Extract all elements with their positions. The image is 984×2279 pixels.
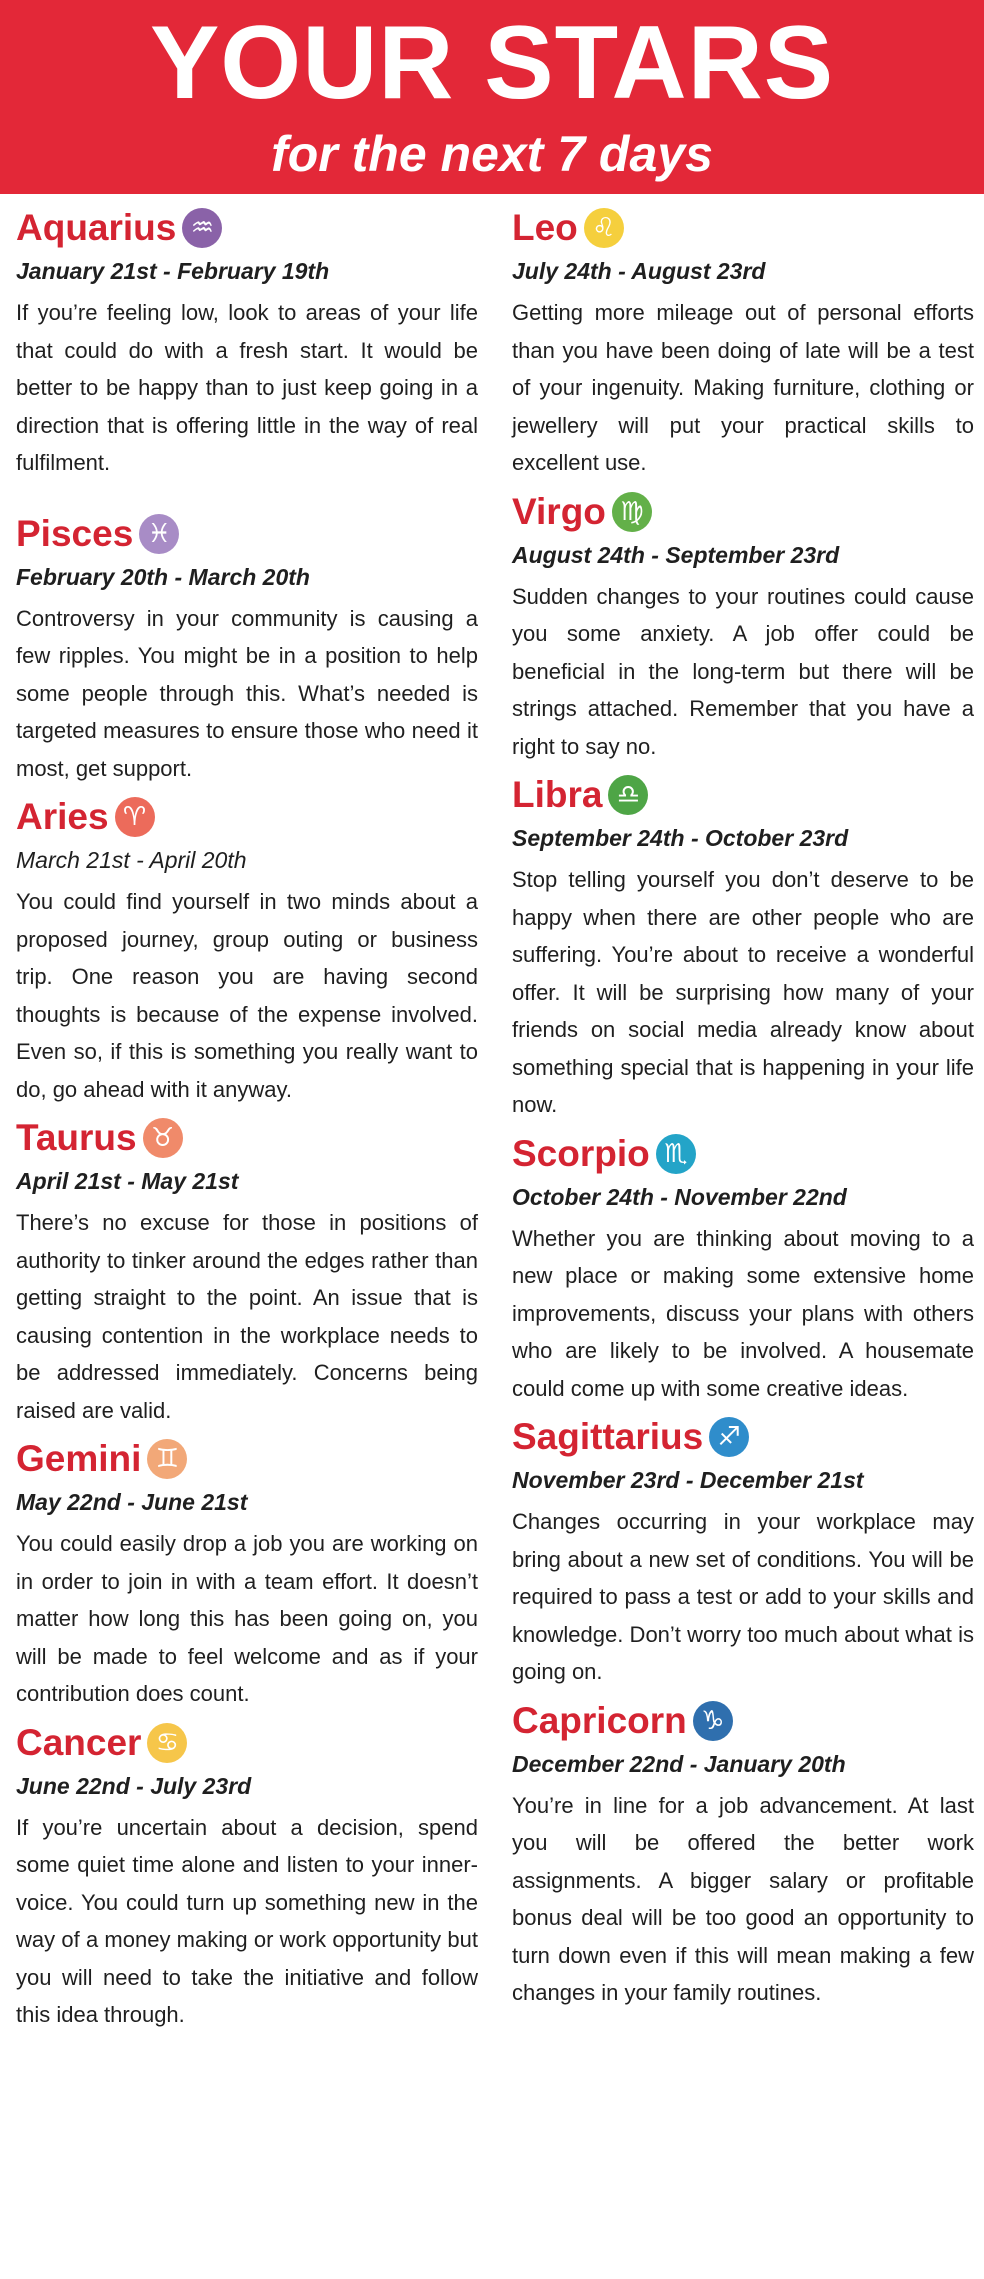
sign-name: Libra (512, 774, 603, 815)
sign-dates: March 21st - April 20th (16, 847, 247, 873)
aries-icon: ♈ (115, 797, 155, 837)
sign-text: Controversy in your community is causing a few ripples. You might be in a position to help some people through this. What’s needed is targeted measures to ensure those who need it most, get support. (16, 605, 478, 781)
sign-name: Capricorn (512, 1699, 687, 1741)
sign-text: If you’re feeling low, look to areas of your life that could do with a fresh start. It would be better to be happy than to just keep going in a direction that is offering little in the way of real fulfilment. (16, 300, 478, 475)
sign-name: Pisces (16, 512, 134, 554)
sign-name: Scorpio (512, 1132, 650, 1174)
sign-name: Sagittarius (512, 1416, 704, 1457)
sign-pisces (16, 508, 478, 788)
sign-dates: December 22nd - January 20th (512, 1750, 846, 1777)
sign-text: If you’re uncertain about a decision, spend some quiet time alone and listen to your inner-voice. You could turn up something new in the way of a money making or work opportunity but you will need to take the initiative and follow this idea through. (16, 1814, 478, 2027)
sign-dates: January 21st - February 19th (16, 258, 330, 284)
gemini-icon: ♊ (147, 1439, 187, 1479)
sign-name: Taurus (16, 1117, 137, 1158)
sign-text: Changes occurring in your workplace may bring about a new set of conditions. You will be required to pass a test or add to your skills and knowledge. Don’t worry too much about what is going on. (512, 1509, 974, 1684)
header-banner (0, 0, 984, 194)
sign-taurus (16, 1112, 478, 1429)
sign-dates: November 23rd - December 21st (512, 1467, 864, 1493)
sign-text: You could easily drop a job you are working on in order to join in with a team effort. It doesn’t matter how long this has been going on, you will be made to feel welcome and as if your contribution does count. (16, 1531, 478, 1706)
sign-name: Leo (512, 207, 578, 248)
cancer-icon: ♋ (147, 1723, 187, 1763)
sign-name: Aries (16, 796, 109, 837)
taurus-icon: ♉ (143, 1118, 183, 1158)
right-column (512, 202, 974, 2012)
left-column (16, 202, 478, 2034)
sign-text: Stop telling yourself you don’t deserve to be happy when there are other people who are suffering. You’re about to receive a wonderful offer. It will be surprising how many of your friends on social media already know about something special that is happening in your life now. (512, 867, 974, 1117)
sign-scorpio (512, 1128, 974, 1408)
sign-gemini (16, 1433, 478, 1713)
sign-libra (512, 769, 974, 1124)
page-subtitle: for the next 7 days (271, 126, 713, 182)
sign-aries (16, 791, 478, 1108)
libra-icon: ♎ (608, 775, 648, 815)
sign-dates: July 24th - August 23rd (512, 258, 766, 284)
sign-text: Sudden changes to your routines could cause you some anxiety. A job offer could be beneficial in the long-term but there will be strings attached. Remember that you have a right to say no. (512, 583, 974, 759)
sign-dates: June 22nd - July 23rd (16, 1772, 252, 1799)
sign-name: Cancer (16, 1721, 142, 1763)
aquarius-icon: ♒ (182, 208, 222, 248)
pisces-icon: ♓ (139, 514, 179, 554)
sign-text: You’re in line for a job advancement. At last you will be offered the better work assignments. A bigger salary or profitable bonus deal will be too good an opportunity to turn down even if this will mean making a few changes in your family routines. (512, 1792, 974, 2005)
capricorn-icon: ♑ (693, 1701, 733, 1741)
sign-name: Gemini (16, 1438, 142, 1479)
sign-dates: October 24th - November 22nd (512, 1183, 847, 1210)
sign-text: There’s no excuse for those in positions of authority to tinker around the edges rather than getting straight to the point. An issue that is causing contention in the workplace needs to be addressed immediately. Concerns being raised are valid. (16, 1210, 478, 1423)
sign-dates: May 22nd - June 21st (16, 1489, 248, 1515)
sign-dates: April 21st - May 21st (16, 1168, 239, 1194)
sign-leo (512, 202, 974, 482)
scorpio-icon: ♏ (656, 1134, 696, 1174)
sign-dates: August 24th - September 23rd (512, 541, 840, 568)
sign-capricorn (512, 1695, 974, 2012)
page-title: YOUR STARS (149, 5, 835, 121)
sign-name: Aquarius (16, 207, 177, 248)
sign-text: You could find yourself in two minds about a proposed journey, group outing or business trip. One reason you are having second thoughts is because of the expense involved. Even so, if this is something you really want to do, go ahead with it anyway. (16, 889, 478, 1102)
sign-dates: February 20th - March 20th (16, 563, 310, 590)
sign-sagittarius (512, 1411, 974, 1691)
sign-dates: September 24th - October 23rd (512, 825, 849, 851)
sign-cancer (16, 1717, 478, 2034)
sign-text: Getting more mileage out of personal efforts than you have been doing of late will be a test of your ingenuity. Making furniture, clothing or jewellery will put your practical skills to excellent use. (512, 300, 974, 475)
sign-text: Whether you are thinking about moving to a new place or making some extensive home improvements, discuss your plans with others who are likely to be involved. A housemate could come up with some creative ideas. (512, 1225, 974, 1401)
leo-icon: ♌ (584, 208, 624, 248)
virgo-icon: ♍ (612, 492, 652, 532)
sign-name: Virgo (512, 490, 606, 532)
sign-virgo (512, 486, 974, 766)
sign-aquarius (16, 202, 478, 482)
sagittarius-icon: ♐ (709, 1417, 749, 1457)
